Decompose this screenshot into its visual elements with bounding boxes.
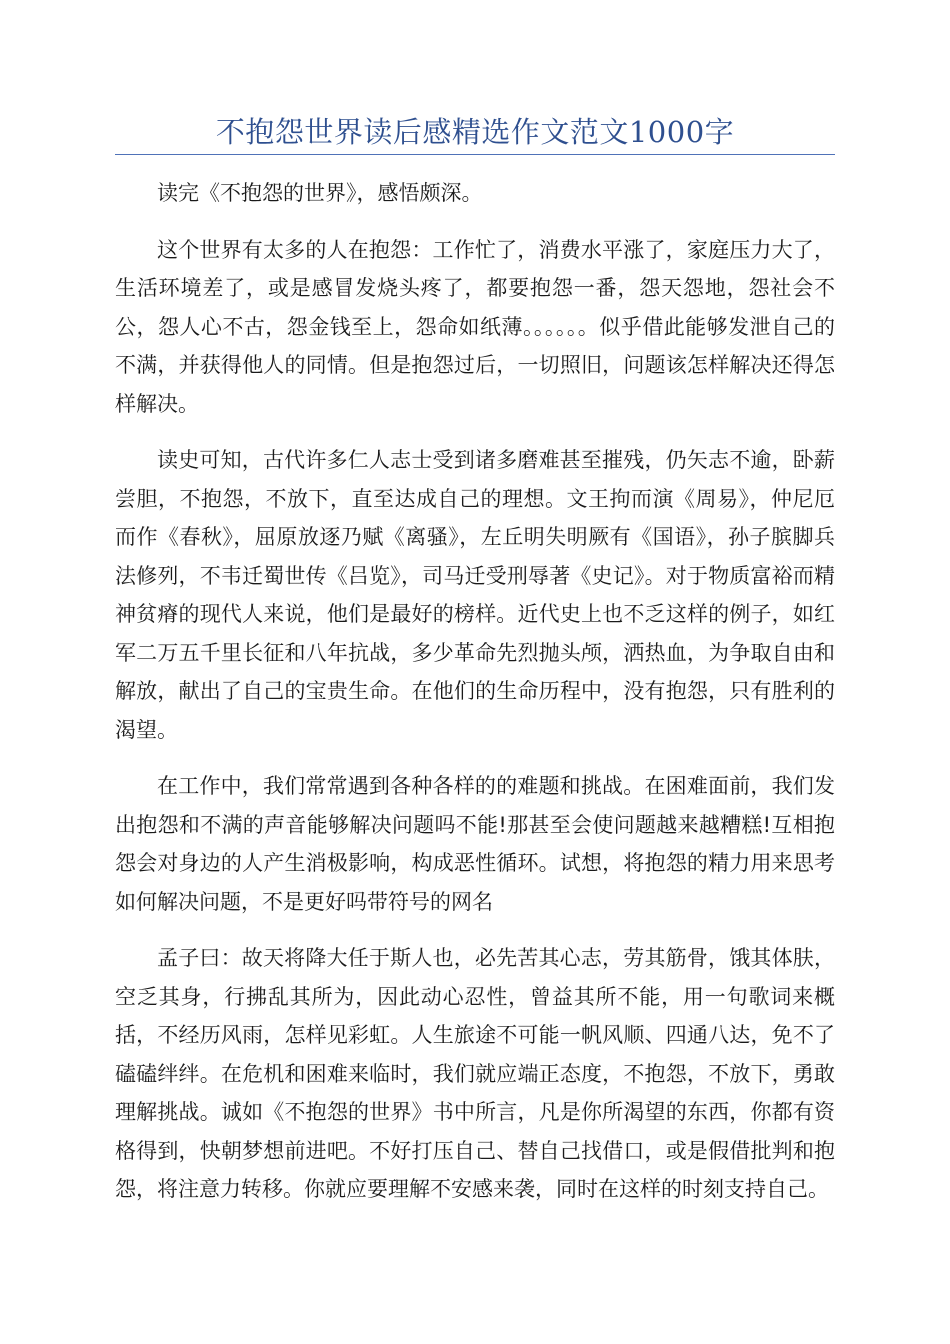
document-body — [115, 174, 835, 1227]
paragraph-1: 读完《不抱怨的世界》，感悟颇深。 — [157, 181, 483, 205]
page-title: 不抱怨世界读后感精选作文范文1000字 — [215, 115, 735, 149]
paragraph-2: 这个世界有太多的人在抱怨：工作忙了，消费水平涨了，家庭压力大了，生活环境差了，或是感冒发烧头疼了，都要抱怨一番，怨天怨地，怨社会不公，怨人心不古，怨金钱至上，怨命如纸薄。。。。。。似乎借此能够发泄自己的不满，并获得他人的同情。但是抱怨过后，一切照旧，问题该怎样解决还得怎样解决。 — [115, 237, 835, 416]
paragraph-4: 在工作中，我们常常遇到各种各样的的难题和挑战。在困难面前，我们发出抱怨和不满的声音能够解决问题吗不能!那甚至会使问题越来越糟糕!互相抱怨会对身边的人产生消极影响，构成恶性循环。试想，将抱怨的精力用来思考如何解决问题，不是更好吗带符号的网名 — [115, 774, 835, 914]
title-underline — [115, 154, 835, 155]
paragraph-5: 孟子曰：故天将降大任于斯人也，必先苦其心志，劳其筋骨，饿其体肤，空乏其身，行拂乱其所为，因此动心忍性，曾益其所不能，用一句歌词来概括，不经历风雨，怎样见彩虹。人生旅途不可能一帆风顺、四通八达，免不了磕磕绊绊。在危机和困难来临时，我们就应端正态度，不抱怨，不放下，勇敢理解挑战。诚如《不抱怨的世界》书中所言，凡是你所渴望的东西，你都有资格得到，快朝梦想前进吧。不好打压自己、替自己找借口，或是假借批判和抱怨，将注意力转移。你就应要理解不安感来袭，同时在这样的时刻支持自己。 — [115, 946, 835, 1201]
paragraph-3: 读史可知，古代许多仁人志士受到诸多磨难甚至摧残，仍矢志不逾，卧薪尝胆，不抱怨，不放下，直至达成自己的理想。文王拘而演《周易》，仲尼厄而作《春秋》，屈原放逐乃赋《离骚》，左丘明失明厥有《国语》，孙子膑脚兵法修列，不韦迁蜀世传《吕览》，司马迁受刑辱著《史记》。对于物质富裕而精神贫瘠的现代人来说，他们是最好的榜样。近代史上也不乏这样的例子，如红军二万五千里长征和八年抗战，多少革命先烈抛头颅，洒热血，为争取自由和解放，献出了自己的宝贵生命。在他们的生命历程中，没有抱怨，只有胜利的渴望。 — [115, 448, 835, 742]
